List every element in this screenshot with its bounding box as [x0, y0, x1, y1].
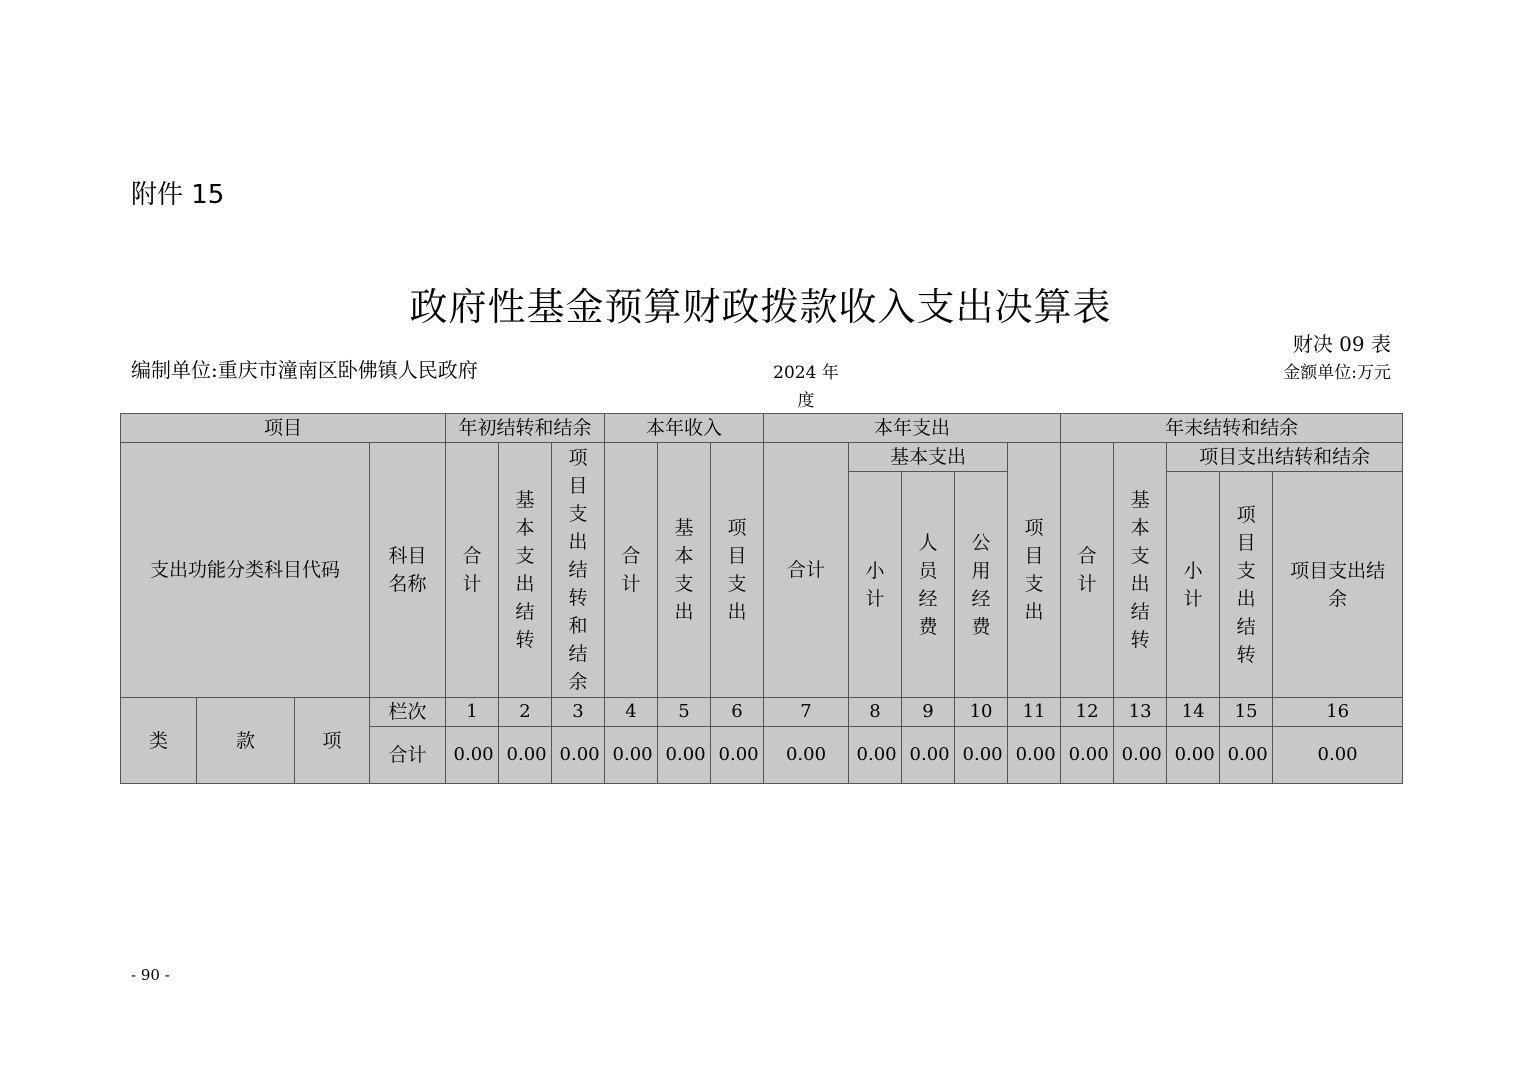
amount-unit: 金额单位:万元: [1283, 363, 1391, 383]
header-xiang: 项: [295, 698, 370, 784]
col-number: 12: [1061, 698, 1114, 727]
header-project-carry: 项目支出结转和结余: [1167, 443, 1403, 472]
col-number: 15: [1220, 698, 1273, 727]
header-c7: 合计: [764, 443, 849, 698]
col-number: 2: [499, 698, 552, 727]
header-c8: 小计: [849, 472, 902, 698]
total-cell: 0.00: [764, 727, 849, 784]
annex-label: 附件 15: [131, 180, 225, 210]
page-title: 政府性基金预算财政拨款收入支出决算表: [409, 285, 1112, 329]
total-cell: 0.00: [552, 727, 605, 784]
col-number: 13: [1114, 698, 1167, 727]
header-c16: 项目支出结余: [1273, 472, 1403, 698]
col-number: 6: [711, 698, 764, 727]
header-c11: 项目支出: [1008, 443, 1061, 698]
fiscal-year: 2024 年度: [773, 363, 839, 411]
header-c6: 项目支出: [711, 443, 764, 698]
total-row-label: 合计: [370, 727, 446, 784]
page-number: - 90 -: [131, 966, 170, 984]
header-function-code: 支出功能分类科目代码: [121, 443, 370, 698]
col-number: 8: [849, 698, 902, 727]
total-cell: 0.00: [711, 727, 764, 784]
header-income: 本年收入: [605, 414, 764, 443]
form-number: 财决 09 表: [1292, 332, 1391, 356]
total-cell: 0.00: [1220, 727, 1273, 784]
total-cell: 0.00: [1061, 727, 1114, 784]
header-c2: 基本支出结转: [499, 443, 552, 698]
col-number: 7: [764, 698, 849, 727]
header-item: 项目: [121, 414, 446, 443]
col-number: 1: [446, 698, 499, 727]
header-c12: 合计: [1061, 443, 1114, 698]
col-number: 3: [552, 698, 605, 727]
header-kuan: 款: [197, 698, 295, 784]
total-cell: 0.00: [499, 727, 552, 784]
header-c5: 基本支出: [658, 443, 711, 698]
header-c3: 项目支出结转和结余: [552, 443, 605, 698]
col-number: 4: [605, 698, 658, 727]
compiler-unit: 编制单位:重庆市潼南区卧佛镇人民政府: [131, 358, 478, 382]
total-cell: 0.00: [849, 727, 902, 784]
total-cell: 0.00: [1114, 727, 1167, 784]
header-end-balance: 年末结转和结余: [1061, 414, 1403, 443]
header-c13: 基本支出结转: [1114, 443, 1167, 698]
header-lei: 类: [121, 698, 197, 784]
col-number: 16: [1273, 698, 1403, 727]
header-c15: 项目支出结转: [1220, 472, 1273, 698]
total-cell: 0.00: [955, 727, 1008, 784]
col-number: 14: [1167, 698, 1220, 727]
settlement-table: [120, 413, 1403, 784]
header-c9: 人员经费: [902, 472, 955, 698]
total-cell: 0.00: [1273, 727, 1403, 784]
header-c1: 合计: [446, 443, 499, 698]
header-c4: 合计: [605, 443, 658, 698]
header-basic-expense: 基本支出: [849, 443, 1008, 472]
header-c10: 公用经费: [955, 472, 1008, 698]
total-cell: 0.00: [902, 727, 955, 784]
col-number-label: 栏次: [370, 698, 446, 727]
col-number: 5: [658, 698, 711, 727]
col-number: 9: [902, 698, 955, 727]
col-number: 11: [1008, 698, 1061, 727]
header-c14: 小计: [1167, 472, 1220, 698]
total-cell: 0.00: [1008, 727, 1061, 784]
total-cell: 0.00: [1167, 727, 1220, 784]
total-cell: 0.00: [605, 727, 658, 784]
header-expense: 本年支出: [764, 414, 1061, 443]
total-cell: 0.00: [658, 727, 711, 784]
header-subject-name: 科目名称: [370, 443, 446, 698]
col-number: 10: [955, 698, 1008, 727]
total-cell: 0.00: [446, 727, 499, 784]
header-begin-balance: 年初结转和结余: [446, 414, 605, 443]
